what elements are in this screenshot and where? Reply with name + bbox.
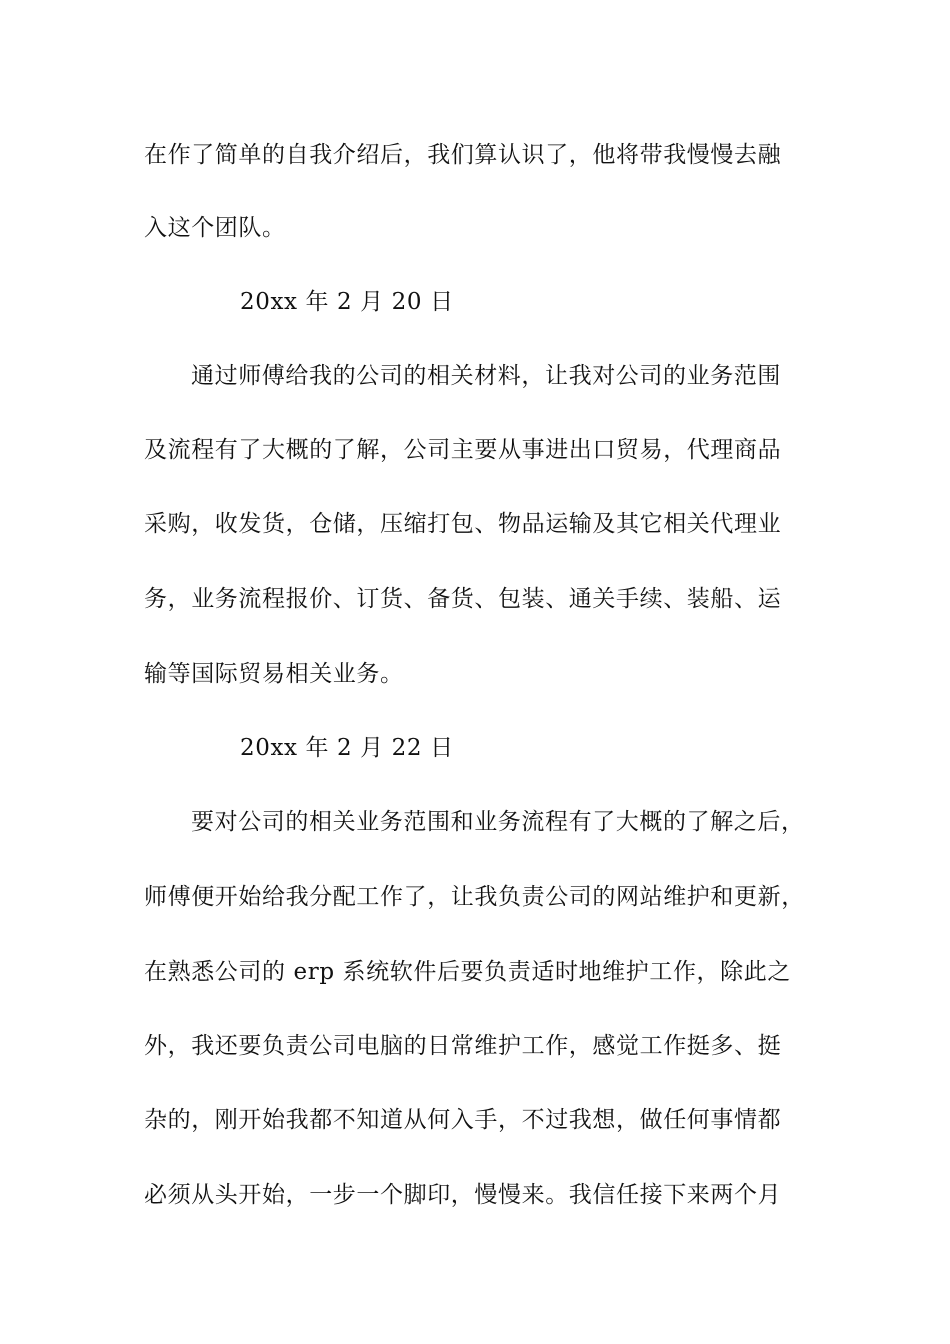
paragraph-line: 师傅便开始给我分配工作了，让我负责公司的网站维护和更新， bbox=[144, 884, 805, 910]
paragraph-line: 必须从头开始，一步一个脚印，慢慢来。我信任接下来两个月 bbox=[144, 1182, 782, 1208]
paragraph-line: 通过师傅给我的公司的相关材料，让我对公司的业务范围 bbox=[191, 363, 781, 389]
paragraph-line: 杂的，刚开始我都不知道从何入手，不过我想，做任何事情都 bbox=[144, 1107, 782, 1133]
paragraph-line: 输等国际贸易相关业务。 bbox=[144, 661, 404, 687]
paragraph-line: 外，我还要负责公司电脑的日常维护工作，感觉工作挺多、挺 bbox=[144, 1033, 782, 1059]
paragraph-line: 采购，收发货，仓储，压缩打包、物品运输及其它相关代理业 bbox=[144, 511, 782, 537]
paragraph-line: 在作了简单的自我介绍后，我们算认识了，他将带我慢慢去融 bbox=[144, 142, 782, 168]
paragraph-line: 及流程有了大概的了解，公司主要从事进出口贸易，代理商品 bbox=[144, 437, 782, 463]
date-heading: 20xx 年 2 月 20 日 bbox=[240, 289, 454, 315]
paragraph-line: 要对公司的相关业务范围和业务流程有了大概的了解之后， bbox=[191, 809, 805, 835]
paragraph-line: 务，业务流程报价、订货、备货、包装、通关手续、装船、运 bbox=[144, 586, 782, 612]
paragraph-line: 入这个团队。 bbox=[144, 215, 286, 241]
date-heading: 20xx 年 2 月 22 日 bbox=[240, 735, 454, 761]
paragraph-line: 在熟悉公司的 erp 系统软件后要负责适时地维护工作，除此之 bbox=[144, 959, 791, 985]
